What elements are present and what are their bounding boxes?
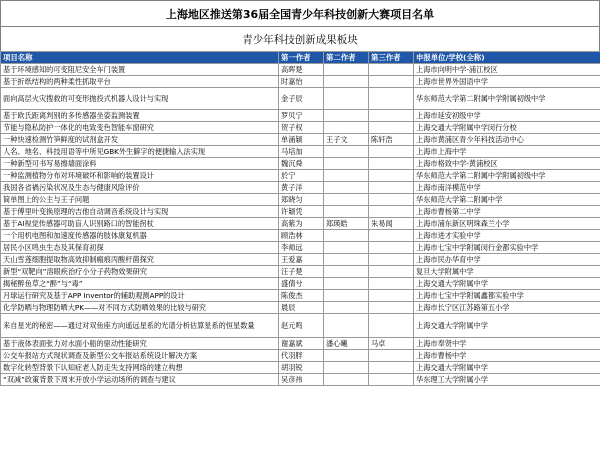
cell-first-author: 汪子楚 — [279, 266, 324, 278]
cell-second-author — [324, 76, 369, 88]
cell-school: 上海市七宝中学附属鑫都实验中学 — [414, 290, 600, 302]
cell-third-author — [369, 266, 414, 278]
cell-school: 上海交通大学附属中学 — [414, 362, 600, 374]
table-body — [1, 64, 600, 386]
table-row — [1, 146, 600, 158]
cell-school: 上海市长宁区江苏路第五小学 — [414, 302, 600, 314]
cell-project-name: 月球运行研究及基于APP Inventor的辅助观测APP的设计 — [1, 290, 279, 302]
cell-project-name: “双减”政策背景下周末开放小学运动场所的调查与建议 — [1, 374, 279, 386]
cell-first-author: 高紫为 — [279, 218, 324, 230]
cell-school: 华东师范大学第二附属中学 — [414, 194, 600, 206]
cell-second-author — [324, 182, 369, 194]
cell-school: 上海市奉贤中学 — [414, 338, 600, 350]
cell-project-name: 人名、地名、科技用语等中所见GBK外生僻字的便捷输入法实现 — [1, 146, 279, 158]
cell-third-author — [369, 230, 414, 242]
cell-second-author — [324, 158, 369, 170]
cell-school: 上海市民办华育中学 — [414, 254, 600, 266]
cell-third-author — [369, 170, 414, 182]
cell-third-author — [369, 254, 414, 266]
table-row — [1, 158, 600, 170]
cell-project-name: 新型“双靶向”溶眼疾治疗小分子药物效果研究 — [1, 266, 279, 278]
cell-school: 上海交通大学附属中学 — [414, 314, 600, 338]
table-row — [1, 362, 600, 374]
cell-first-author: 吴彦祎 — [279, 374, 324, 386]
cell-school: 上海交通大学附属中学闵行分校 — [414, 122, 600, 134]
cell-school: 上海市进才实验中学 — [414, 230, 600, 242]
cell-project-name: 一个用机电图和加速度传感器的肢体康复机器 — [1, 230, 279, 242]
cell-second-author — [324, 290, 369, 302]
cell-first-author: 谢嘉斌 — [279, 338, 324, 350]
table-row — [1, 64, 600, 76]
table-row — [1, 266, 600, 278]
cell-school: 上海市延安初级中学 — [414, 110, 600, 122]
cell-second-author — [324, 350, 369, 362]
table-row — [1, 230, 600, 242]
header-first-author: 第一作者 — [279, 52, 324, 64]
table-row — [1, 278, 600, 290]
cell-third-author — [369, 290, 414, 302]
cell-first-author: 盛倩兮 — [279, 278, 324, 290]
cell-third-author — [369, 146, 414, 158]
cell-second-author — [324, 302, 369, 314]
cell-first-author: 马培加 — [279, 146, 324, 158]
header-third-author: 第三作者 — [369, 52, 414, 64]
cell-second-author — [324, 374, 369, 386]
cell-first-author: 李师远 — [279, 242, 324, 254]
table-row — [1, 76, 600, 88]
cell-project-name: 我国各省禍污染状况及生态与健康风险评价 — [1, 182, 279, 194]
table-row — [1, 134, 600, 146]
cell-project-name: 基于环境感知的可变阻尼安全车门装置 — [1, 64, 279, 76]
cell-second-author — [324, 64, 369, 76]
cell-first-author: 於宁 — [279, 170, 324, 182]
page-title: 上海地区推送第36届全国青少年科技创新大赛项目名单 — [0, 0, 600, 26]
cell-first-author: 金子辰 — [279, 88, 324, 110]
cell-project-name: 揭秘醉鱼草之“醉”与“毒” — [1, 278, 279, 290]
cell-third-author — [369, 194, 414, 206]
header-school: 申报单位/学校(全称) — [414, 52, 600, 64]
table-row — [1, 218, 600, 230]
cell-first-author: 许颖凭 — [279, 206, 324, 218]
cell-second-author — [324, 206, 369, 218]
table-row — [1, 170, 600, 182]
cell-third-author — [369, 182, 414, 194]
table-row — [1, 314, 600, 338]
cell-school: 上海市向明中学-浦江校区 — [414, 64, 600, 76]
cell-project-name: 居民小区鸣虫生态及其保育初探 — [1, 242, 279, 254]
cell-project-name: 基于折纸结构的两种柔性抓取平台 — [1, 76, 279, 88]
cell-project-name: 节能与隐私防护一体化的电致变色智能车窗研究 — [1, 122, 279, 134]
table-row — [1, 206, 600, 218]
cell-second-author — [324, 314, 369, 338]
header-project-name: 项目名称 — [1, 52, 279, 64]
cell-project-name: 面向高层火灾搜救的可变形抛投式机器人设计与实现 — [1, 88, 279, 110]
table-row — [1, 88, 600, 110]
cell-school: 上海市上海中学 — [414, 146, 600, 158]
cell-school: 华东师范大学第二附属中学附属初级中学 — [414, 88, 600, 110]
cell-second-author: 潘心曦 — [324, 338, 369, 350]
cell-project-name: 公交车报站方式现状调查及新型公交车报站系统设计解决方案 — [1, 350, 279, 362]
cell-first-author: 贺子权 — [279, 122, 324, 134]
cell-third-author — [369, 242, 414, 254]
cell-first-author: 晨辰 — [279, 302, 324, 314]
cell-second-author — [324, 122, 369, 134]
cell-third-author — [369, 278, 414, 290]
cell-project-name: 一种新型可书写易擦墙面涂料 — [1, 158, 279, 170]
table-row — [1, 182, 600, 194]
cell-first-author: 王爱嘉 — [279, 254, 324, 266]
cell-first-author: 赵元鸣 — [279, 314, 324, 338]
cell-second-author — [324, 254, 369, 266]
cell-third-author — [369, 362, 414, 374]
cell-project-name: 天山雪莲细胞提取物高效抑制瘢痕丙酸杆菌探究 — [1, 254, 279, 266]
table-row — [1, 302, 600, 314]
cell-first-author: 时嘉怡 — [279, 76, 324, 88]
cell-second-author — [324, 110, 369, 122]
cell-school: 华东师范大学第二附属中学附属初级中学 — [414, 170, 600, 182]
cell-project-name: 来自星光的秘密——通过对双鱼座方向遥远星系的光谱分析估算星系的恒星数量 — [1, 314, 279, 338]
cell-school: 上海市世界外国语中学 — [414, 76, 600, 88]
cell-school: 上海市曹杨中学 — [414, 350, 600, 362]
cell-first-author: 胡羽锐 — [279, 362, 324, 374]
cell-third-author — [369, 302, 414, 314]
table-row — [1, 254, 600, 266]
cell-project-name: 化学防晒与物理防晒大PK——对不同方式防晒效果的比较与研究 — [1, 302, 279, 314]
cell-second-author — [324, 194, 369, 206]
cell-school: 上海市七宝中学附属闵行金都实验中学 — [414, 242, 600, 254]
cell-second-author — [324, 230, 369, 242]
table-row — [1, 338, 600, 350]
cell-school: 上海市浦东新区明珠森兰小学 — [414, 218, 600, 230]
cell-third-author — [369, 350, 414, 362]
cell-project-name: 基于欧氏距离判别的多传感器坐姿监测装置 — [1, 110, 279, 122]
cell-second-author — [324, 170, 369, 182]
cell-second-author — [324, 278, 369, 290]
cell-first-author: 单涌颖 — [279, 134, 324, 146]
cell-second-author: 王子文 — [324, 134, 369, 146]
cell-project-name: 基于液体表面张力对水面小船的驱动性能研究 — [1, 338, 279, 350]
cell-second-author — [324, 88, 369, 110]
cell-project-name: 一种快速检测竹笋鲜度的试剂盒开发 — [1, 134, 279, 146]
cell-school: 上海市黄浦区青少年科技活动中心 — [414, 134, 600, 146]
cell-third-author — [369, 374, 414, 386]
cell-second-author — [324, 362, 369, 374]
cell-third-author — [369, 76, 414, 88]
table-header-row — [1, 52, 600, 64]
cell-first-author: 魏沉舜 — [279, 158, 324, 170]
cell-first-author: 郑晓匀 — [279, 194, 324, 206]
cell-third-author: 马卓 — [369, 338, 414, 350]
cell-third-author — [369, 110, 414, 122]
cell-third-author — [369, 122, 414, 134]
cell-first-author: 陈俊杰 — [279, 290, 324, 302]
cell-school: 上海交通大学附属中学 — [414, 278, 600, 290]
cell-third-author: 朱易闻 — [369, 218, 414, 230]
cell-school: 上海市格致中学-黄浦校区 — [414, 158, 600, 170]
cell-second-author — [324, 266, 369, 278]
cell-school: 复旦大学附属中学 — [414, 266, 600, 278]
cell-third-author — [369, 158, 414, 170]
cell-third-author: 陈轩浩 — [369, 134, 414, 146]
cell-third-author — [369, 88, 414, 110]
cell-first-author: 高晖楚 — [279, 64, 324, 76]
project-table — [0, 51, 600, 386]
cell-second-author — [324, 146, 369, 158]
table-row — [1, 290, 600, 302]
table-row — [1, 194, 600, 206]
cell-first-author: 代羽胖 — [279, 350, 324, 362]
section-subtitle: 青少年科技创新成果板块 — [0, 26, 600, 51]
cell-project-name: 基于傅里叶变换原理的吉他自动调音系统设计与实现 — [1, 206, 279, 218]
cell-first-author: 黄子洋 — [279, 182, 324, 194]
cell-third-author — [369, 206, 414, 218]
cell-school: 上海市曹杨第二中学 — [414, 206, 600, 218]
cell-third-author — [369, 314, 414, 338]
header-second-author: 第二作者 — [324, 52, 369, 64]
cell-project-name: 简单图上的公主与王子问题 — [1, 194, 279, 206]
table-row — [1, 242, 600, 254]
table-row — [1, 122, 600, 134]
cell-first-author: 顾浩林 — [279, 230, 324, 242]
table-row — [1, 374, 600, 386]
cell-project-name: 一种监测植物分布对环境破坏和影响的装置设计 — [1, 170, 279, 182]
cell-school: 华东理工大学附属小学 — [414, 374, 600, 386]
cell-school: 上海市南洋模范中学 — [414, 182, 600, 194]
cell-project-name: 基于AI视觉传感器可助盲人识别路口的智能拐杖 — [1, 218, 279, 230]
table-row — [1, 350, 600, 362]
cell-third-author — [369, 64, 414, 76]
table-row — [1, 110, 600, 122]
cell-second-author: 郑瑛皓 — [324, 218, 369, 230]
cell-first-author: 罗贝宁 — [279, 110, 324, 122]
cell-project-name: 数字化转型背景下认知症老人防走失支持网络的建立构想 — [1, 362, 279, 374]
cell-second-author — [324, 242, 369, 254]
